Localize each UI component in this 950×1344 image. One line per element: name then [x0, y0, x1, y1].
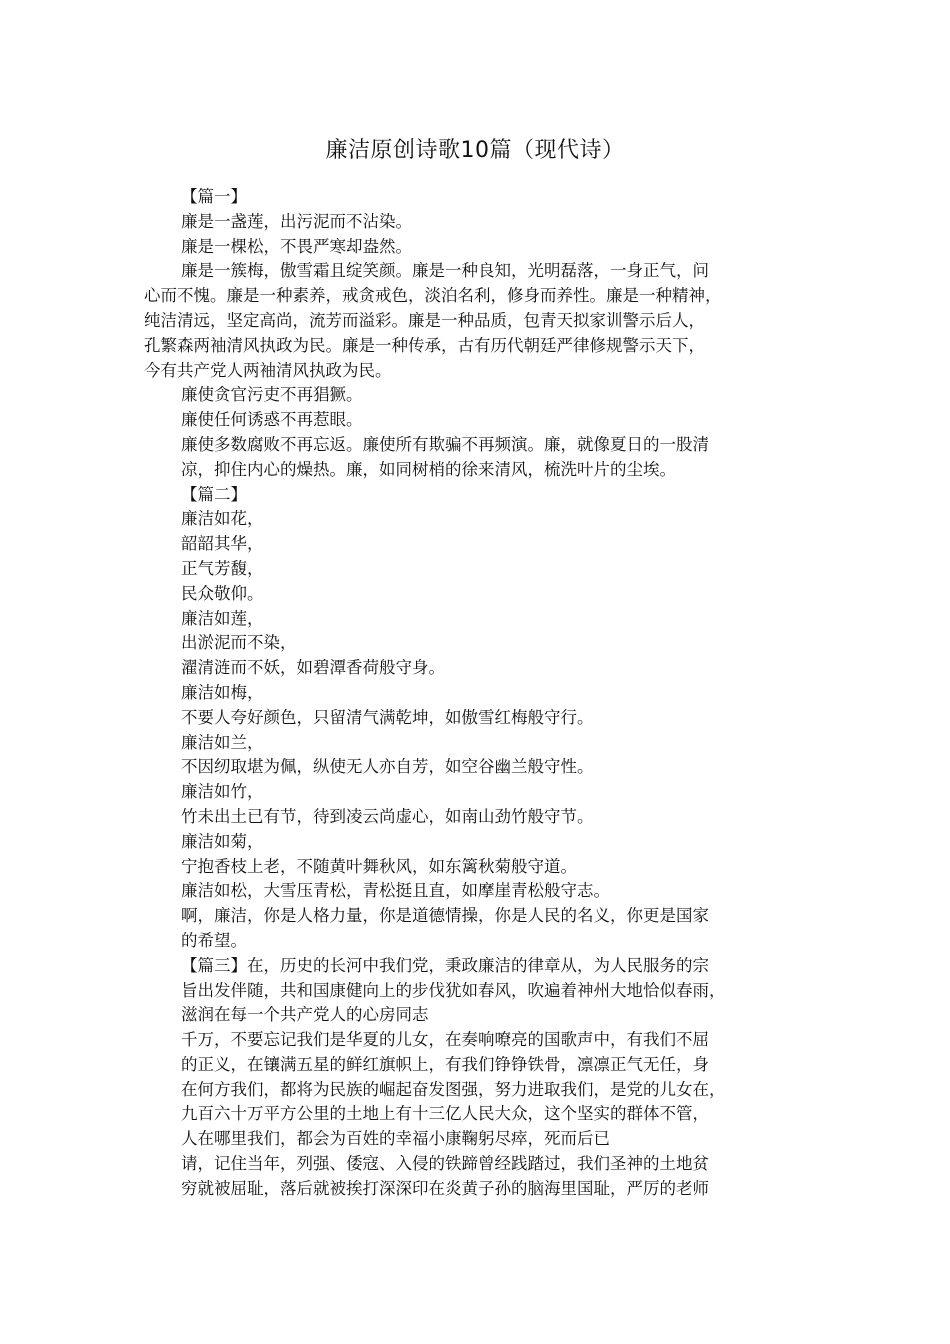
text-line: 民众敬仰。 [181, 583, 264, 603]
text-line: 出淤泥而不染， [181, 633, 297, 653]
text-line: 廉是一盏莲，出污泥而不沾染。 [181, 211, 412, 231]
text-line: 的希望。 [181, 930, 247, 950]
text-line: 廉洁如松，大雪压青松，青松挺且直，如摩崖青松般守志。 [181, 881, 610, 901]
text-line: 九百六十万平方公里的土地上有十三亿人民大众，这个坚实的群体不管， [181, 1104, 709, 1124]
text-line: 千万，不要忘记我们是华夏的儿女，在奏响嘹亮的国歌声中，有我们不屈 [181, 1030, 709, 1050]
text-line: 在何方我们，都将为民族的崛起奋发图强，努力进取我们，是党的儿女在， [181, 1079, 726, 1099]
text-line: 廉使多数腐败不再忘返。廉使所有欺骗不再频演。廉，就像夏日的一股清 [181, 434, 709, 454]
text-line: 廉洁如莲， [181, 608, 264, 628]
text-line: 心而不愧。廉是一种素养，戒贪戒色，淡泊名利，修身而养性。廉是一种精神， [144, 286, 722, 306]
text-line: 廉使贪官污吏不再猖獗。 [181, 385, 363, 405]
text-line: 今有共产党人两袖清风执政为民。 [144, 360, 392, 380]
text-line: 穷就被屈耻，落后就被挨打深深印在炎黄子孙的脑海里国耻，严厉的老师 [181, 1178, 709, 1198]
text-line: 正气芳馥， [181, 558, 264, 578]
text-line: 韶韶其华， [181, 534, 264, 554]
document-body [144, 185, 806, 1202]
text-line: 【篇一】 [181, 187, 247, 206]
text-line: 凉，抑住内心的燥热。廉，如同树梢的徐来清风，梳洗叶片的尘埃。 [181, 459, 676, 479]
text-line: 濯清涟而不妖，如碧潭香荷般守身。 [181, 658, 445, 678]
text-line: 纯洁清远，坚定高尚，流芳而溢彩。廉是一种品质，包青天拟家训警示后人， [144, 310, 705, 330]
text-line: 廉是一棵松，不畏严寒却盎然。 [181, 236, 412, 256]
document-title: 廉洁原创诗歌10篇（现代诗） [325, 138, 625, 163]
text-line: 不要人夸好颜色，只留清气满乾坤，如傲雪红梅般守行。 [181, 707, 594, 727]
text-line: 的正义，在镶满五星的鲜红旗帜上，有我们铮铮铁骨，凛凛正气无任，身 [181, 1054, 709, 1074]
text-line: 啊，廉洁，你是人格力量，你是道德情操，你是人民的名义，你更是国家 [181, 906, 709, 926]
text-line: 孔繁森两袖清风执政为民。廉是一种传承，古有历代朝廷严律修规警示天下， [144, 335, 705, 355]
text-line: 宁抱香枝上老，不随黄叶舞秋风，如东篱秋菊般守道。 [181, 856, 577, 876]
text-line: 竹未出土已有节，待到凌云尚虚心，如南山劲竹般守节。 [181, 806, 594, 826]
text-line: 人在哪里我们，都会为百姓的幸福小康鞠躬尽瘁，死而后已 [181, 1129, 610, 1149]
text-line: 廉洁如梅， [181, 682, 264, 702]
text-line: 请，记住当年，列强、倭寇、入侵的铁蹄曾经践踏过，我们圣神的土地贫 [181, 1154, 709, 1174]
text-line: 廉洁如花， [181, 509, 264, 529]
text-line: 【篇二】 [181, 484, 247, 504]
text-line: 旨出发伴随，共和国康健向上的步伐犹如春风，吹遍着神州大地恰似春雨， [181, 980, 726, 1000]
text-line: 不因纫取堪为佩，纵使无人亦自芳，如空谷幽兰般守性。 [181, 757, 594, 777]
text-line: 廉是一簇梅，傲雪霜且绽笑颜。廉是一种良知，光明磊落，一身正气，问 [181, 261, 709, 281]
text-line: 【篇三】在，历史的长河中我们党，秉政廉洁的律章从，为人民服务的宗 [181, 955, 709, 975]
text-line: 廉洁如竹， [181, 782, 264, 802]
text-line: 廉洁如兰， [181, 732, 264, 752]
text-line: 廉使任何诱惑不再惹眼。 [181, 410, 363, 430]
text-line: 滋润在每一个共产党人的心房同志 [181, 1005, 429, 1025]
text-line: 廉洁如菊， [181, 831, 264, 851]
